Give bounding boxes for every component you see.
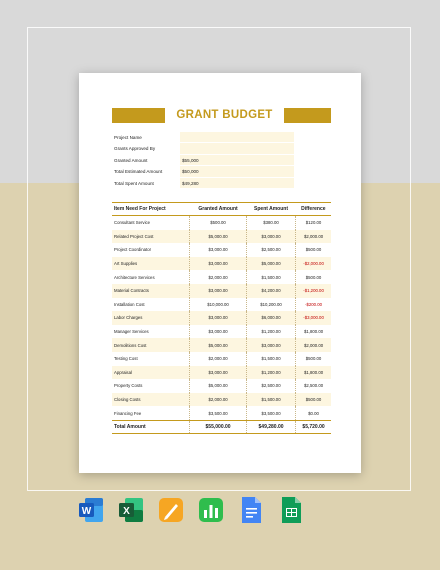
info-row xyxy=(114,155,294,166)
info-label: Project Name xyxy=(114,135,142,140)
cell-spent: $3,500.00 xyxy=(246,406,295,420)
cell-spent: $4,200.00 xyxy=(246,284,295,298)
table-row xyxy=(112,366,331,380)
col-header-granted: Granted Amount xyxy=(190,203,247,216)
cell-spent: $3,000.00 xyxy=(246,338,295,352)
numbers-icon[interactable] xyxy=(198,496,224,524)
info-value[interactable]: $50,000 xyxy=(180,166,294,177)
info-label: Total Estimated Amount xyxy=(114,169,163,175)
info-label: Granted Amount xyxy=(114,157,148,163)
word-icon-letter: W xyxy=(81,506,92,517)
cell-granted: $3,000.00 xyxy=(190,311,247,325)
cell-granted: $3,000.00 xyxy=(190,243,247,257)
info-row xyxy=(114,132,294,143)
table-row xyxy=(112,406,331,420)
info-value[interactable]: $55,000 xyxy=(180,155,294,166)
col-header-spent: Spent Amount xyxy=(246,203,295,216)
cell-difference: $1,800.00 xyxy=(296,325,331,339)
table-header-row xyxy=(112,203,331,216)
cell-difference: -$200.00 xyxy=(296,298,331,312)
cell-spent: $1,500.00 xyxy=(246,393,295,407)
cell-granted: $500.00 xyxy=(190,216,247,230)
table-row xyxy=(112,379,331,393)
cell-difference: -$1,200.00 xyxy=(296,284,331,298)
cell-item: Manager Services xyxy=(114,329,149,335)
cell-item: Installation Cost xyxy=(114,301,145,307)
table-row xyxy=(112,311,331,325)
google-sheets-icon[interactable] xyxy=(278,496,304,524)
excel-icon[interactable] xyxy=(118,496,144,524)
cell-item: Demolitions Cost xyxy=(112,338,190,352)
cell-difference: -$3,000.00 xyxy=(296,311,331,325)
cell-item: Art Supplies xyxy=(112,257,190,271)
info-value[interactable] xyxy=(180,143,294,154)
cell-difference: $2,000.00 xyxy=(296,338,331,352)
cell-spent: $380.00 xyxy=(246,216,295,230)
cell-item: Appraisal xyxy=(112,366,190,380)
cell-difference: -$2,000.00 xyxy=(296,257,331,271)
cell-granted: $5,000.00 xyxy=(190,379,247,393)
cell-difference: $120.00 xyxy=(296,216,331,230)
cell-spent: $2,500.00 xyxy=(246,379,295,393)
table-row xyxy=(112,243,331,257)
cell-granted: $10,000.00 xyxy=(190,298,247,312)
cell-granted: $3,000.00 xyxy=(190,366,247,380)
cell-item: Material Contracts xyxy=(112,284,190,298)
cell-difference: $500.00 xyxy=(296,352,331,366)
total-difference: $5,720.00 xyxy=(296,420,331,433)
info-row xyxy=(114,143,294,154)
col-header-difference: Difference xyxy=(296,203,331,216)
cell-item: Property Costs xyxy=(114,383,143,389)
cell-difference: $1,800.00 xyxy=(296,366,331,380)
table-row xyxy=(112,325,331,339)
cell-difference: $2,500.00 xyxy=(296,379,331,393)
cell-granted: $3,500.00 xyxy=(190,406,247,420)
cell-spent: $1,200.00 xyxy=(246,366,295,380)
format-icons xyxy=(78,496,298,526)
budget-table xyxy=(112,202,331,434)
table-row xyxy=(112,257,331,271)
cell-difference: $500.00 xyxy=(296,393,331,407)
cell-difference: $0.00 xyxy=(296,406,331,420)
total-label: Total Amount xyxy=(112,420,190,433)
cell-item: Related Project Cost xyxy=(112,230,190,244)
col-header-item: Item Need For Project xyxy=(112,203,190,216)
table-row xyxy=(112,338,331,352)
cell-spent: $1,500.00 xyxy=(246,270,295,284)
cell-spent: $3,000.00 xyxy=(246,230,295,244)
info-value[interactable] xyxy=(180,132,294,143)
cell-granted: $3,000.00 xyxy=(190,257,247,271)
cell-difference: $2,000.00 xyxy=(296,230,331,244)
cell-difference: $500.00 xyxy=(296,270,331,284)
info-value[interactable]: $49,280 xyxy=(180,178,294,189)
cell-granted: $5,000.00 xyxy=(190,338,247,352)
cell-granted: $3,000.00 xyxy=(190,284,247,298)
table-row xyxy=(112,230,331,244)
document-title: GRANT BUDGET xyxy=(176,109,273,121)
table-row xyxy=(112,393,331,407)
info-label: Grants Approved By xyxy=(114,146,156,152)
cell-item: Financing Fee xyxy=(114,410,142,416)
cell-spent: $1,500.00 xyxy=(246,352,295,366)
cell-granted: $2,000.00 xyxy=(190,352,247,366)
cell-spent: $10,200.00 xyxy=(246,298,295,312)
info-row xyxy=(114,178,294,189)
cell-spent: $5,000.00 xyxy=(246,257,295,271)
cell-item: Consultant Service xyxy=(114,220,151,226)
cell-spent: $1,200.00 xyxy=(246,325,295,339)
total-row xyxy=(112,420,331,433)
cell-difference: $500.00 xyxy=(296,243,331,257)
info-row xyxy=(114,166,294,177)
cell-item: Project Coordinator xyxy=(114,247,152,253)
cell-item: Closing Costs xyxy=(112,393,190,407)
cell-spent: $2,500.00 xyxy=(246,243,295,257)
table-row xyxy=(112,270,331,284)
cell-item: Labor Charges xyxy=(112,311,190,325)
cell-granted: $2,000.00 xyxy=(190,270,247,284)
table-row xyxy=(112,284,331,298)
pages-icon[interactable] xyxy=(158,496,184,524)
cell-item: Architecture Services xyxy=(114,274,155,280)
cell-spent: $6,000.00 xyxy=(246,311,295,325)
total-spent: $49,280.00 xyxy=(246,420,295,433)
info-label: Total Spent Amount xyxy=(114,180,154,186)
word-icon[interactable] xyxy=(78,496,104,524)
title-bar-left xyxy=(112,108,165,123)
table-row xyxy=(112,298,331,312)
table-row xyxy=(112,352,331,366)
project-info xyxy=(114,132,294,189)
cell-granted: $5,000.00 xyxy=(190,230,247,244)
title-row xyxy=(112,107,331,124)
title-bar-right xyxy=(284,108,331,123)
cell-item: Testing Cost xyxy=(114,356,138,362)
document-preview[interactable] xyxy=(79,73,361,473)
excel-icon-letter: X xyxy=(123,506,130,517)
table-row xyxy=(112,216,331,230)
google-docs-icon[interactable] xyxy=(238,496,264,524)
total-granted: $55,000.00 xyxy=(190,420,247,433)
cell-granted: $3,000.00 xyxy=(190,325,247,339)
cell-granted: $2,000.00 xyxy=(190,393,247,407)
